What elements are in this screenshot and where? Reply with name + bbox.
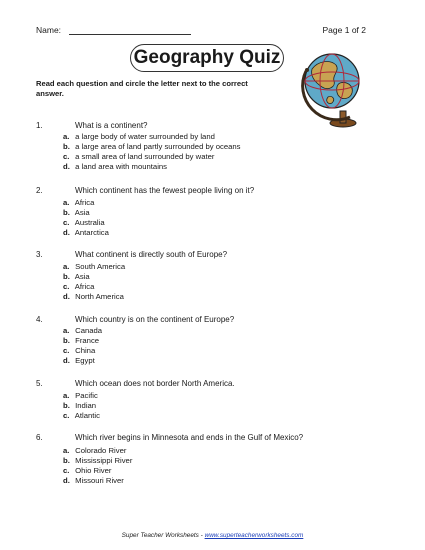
answer-letter: b.: [63, 336, 70, 345]
answer-option[interactable]: [63, 132, 241, 142]
answer-text: Africa: [74, 282, 95, 291]
answer-list-3: [63, 262, 125, 302]
question-text: Which country is on the continent of Europe?: [75, 315, 235, 324]
answer-option[interactable]: [63, 142, 241, 152]
answer-text: France: [75, 336, 100, 345]
answer-letter: d.: [63, 292, 70, 301]
answer-option[interactable]: [63, 466, 132, 476]
name-line[interactable]: [69, 26, 191, 35]
footer-link[interactable]: www.superteacherworksheets.com: [204, 532, 304, 539]
answer-letter: a.: [63, 198, 70, 207]
question-text: Which river begins in Minnesota and ends in the Gulf of Mexico?: [75, 433, 304, 442]
answer-list-5: [63, 391, 100, 421]
answer-text: a small area of land surrounded by water: [75, 152, 215, 161]
page-title: Geography Quiz: [130, 44, 284, 72]
answer-option[interactable]: [63, 208, 109, 218]
answer-option[interactable]: [63, 272, 125, 282]
answer-option[interactable]: [63, 456, 132, 466]
answer-text: Asia: [74, 272, 90, 281]
answer-letter: d.: [63, 228, 70, 237]
question-number: 5.: [36, 379, 43, 388]
answer-letter: a.: [63, 326, 70, 335]
answer-text: North America: [75, 292, 124, 301]
answer-option[interactable]: [63, 326, 102, 336]
answer-letter: c.: [63, 218, 70, 227]
answer-letter: c.: [63, 282, 70, 291]
answer-text: a land area with mountains: [75, 162, 168, 171]
answer-text: Egypt: [75, 356, 95, 365]
answer-letter: c.: [63, 466, 70, 475]
page-number: Page 1 of 2: [322, 25, 366, 35]
question-number: 6.: [36, 433, 43, 442]
answer-option[interactable]: [63, 152, 241, 162]
answer-option[interactable]: [63, 346, 102, 356]
question-number: 3.: [36, 250, 43, 259]
question-number: 4.: [36, 315, 43, 324]
answer-option[interactable]: [63, 292, 125, 302]
answer-text: Canada: [75, 326, 103, 335]
answer-letter: b.: [63, 272, 70, 281]
answer-option[interactable]: [63, 228, 109, 238]
answer-text: China: [75, 346, 96, 355]
answer-letter: c.: [63, 346, 70, 355]
answer-letter: c.: [63, 411, 70, 420]
name-label: Name:: [36, 25, 62, 35]
answer-text: Indian: [75, 401, 97, 410]
answer-letter: a.: [63, 446, 70, 455]
answer-letter: a.: [63, 132, 70, 141]
answer-text: Antarctica: [74, 228, 109, 237]
answer-letter: b.: [63, 142, 70, 151]
answer-letter: d.: [63, 476, 70, 485]
answer-letter: b.: [63, 456, 70, 465]
answer-text: Ohio River: [75, 466, 112, 475]
answer-option[interactable]: [63, 401, 100, 411]
question-number: 1.: [36, 121, 43, 130]
answer-option[interactable]: [63, 476, 132, 486]
answer-option[interactable]: [63, 391, 100, 401]
answer-option[interactable]: [63, 218, 109, 228]
answer-text: Mississippi River: [75, 456, 133, 465]
question-text: Which ocean does not border North America.: [75, 379, 235, 388]
footer-separator: -: [200, 532, 203, 539]
answer-text: Colorado River: [75, 446, 127, 455]
answer-list-4: [63, 326, 102, 366]
answer-letter: c.: [63, 152, 70, 161]
answer-text: Australia: [74, 218, 105, 227]
answer-list-1: [63, 132, 241, 172]
answer-letter: a.: [63, 262, 70, 271]
answer-text: Atlantic: [74, 411, 100, 420]
answer-letter: d.: [63, 162, 70, 171]
answer-list-2: [63, 198, 109, 238]
answer-letter: b.: [63, 208, 70, 217]
answer-text: Asia: [74, 208, 90, 217]
footer: [0, 532, 425, 539]
answer-option[interactable]: [63, 446, 132, 456]
answer-option[interactable]: [63, 198, 109, 208]
question-number: 2.: [36, 186, 43, 195]
answer-text: South America: [75, 262, 126, 271]
answer-text: a large body of water surrounded by land: [75, 132, 215, 141]
name-field: [36, 25, 191, 35]
question-text: What is a continent?: [75, 121, 148, 130]
question-text: Which continent has the fewest people living on it?: [75, 186, 255, 195]
answer-option[interactable]: [63, 262, 125, 272]
answer-option[interactable]: [63, 282, 125, 292]
answer-option[interactable]: [63, 356, 102, 366]
answer-option[interactable]: [63, 162, 241, 172]
instructions: Read each question and circle the letter next to the correct answer.: [36, 79, 248, 98]
answer-text: a large area of land partly surrounded by oceans: [75, 142, 241, 151]
answer-option[interactable]: [63, 411, 100, 421]
answer-option[interactable]: [63, 336, 102, 346]
footer-brand: Super Teacher Worksheets: [121, 532, 199, 539]
answer-list-6: [63, 446, 132, 486]
answer-letter: d.: [63, 356, 70, 365]
answer-text: Pacific: [75, 391, 98, 400]
globe-icon: [298, 47, 368, 134]
answer-letter: b.: [63, 401, 70, 410]
answer-text: Missouri River: [75, 476, 124, 485]
question-text: What continent is directly south of Europe?: [75, 250, 228, 259]
answer-letter: a.: [63, 391, 70, 400]
answer-text: Africa: [74, 198, 95, 207]
